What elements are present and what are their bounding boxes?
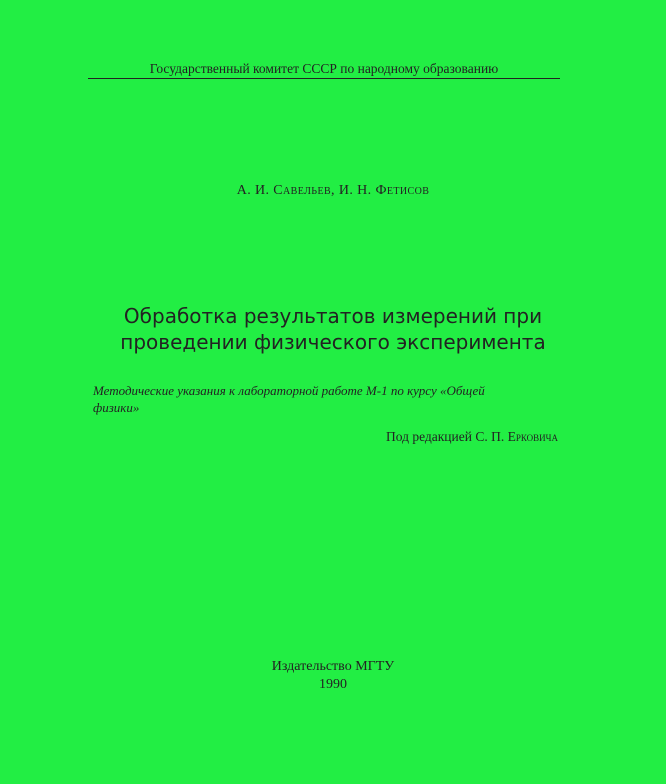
- editor-name: С. П. Ерковича: [475, 429, 558, 444]
- committee-header: Государственный комитет СССР по народному образованию: [149, 61, 499, 76]
- authors: А. И. Савельев, И. Н. Фетисов: [236, 183, 430, 198]
- editor-prefix: Под редакцией: [385, 429, 472, 444]
- title-line-1: Обработка результатов измерений при: [123, 304, 543, 328]
- title-line-2: проведении физического эксперимента: [120, 330, 546, 354]
- publication-year: 1990: [319, 677, 347, 692]
- publisher-block: [0, 658, 666, 694]
- subtitle-line-2: физики»: [93, 400, 140, 415]
- publisher-name: Издательство МГТУ: [271, 659, 395, 674]
- book-subtitle: [93, 382, 573, 416]
- editor-line: [0, 429, 558, 445]
- subtitle-line-1: Методические указания к лабораторной работе М-1 по курсу «Общей: [93, 383, 485, 398]
- header-rule: [88, 78, 560, 79]
- book-title: [60, 303, 606, 355]
